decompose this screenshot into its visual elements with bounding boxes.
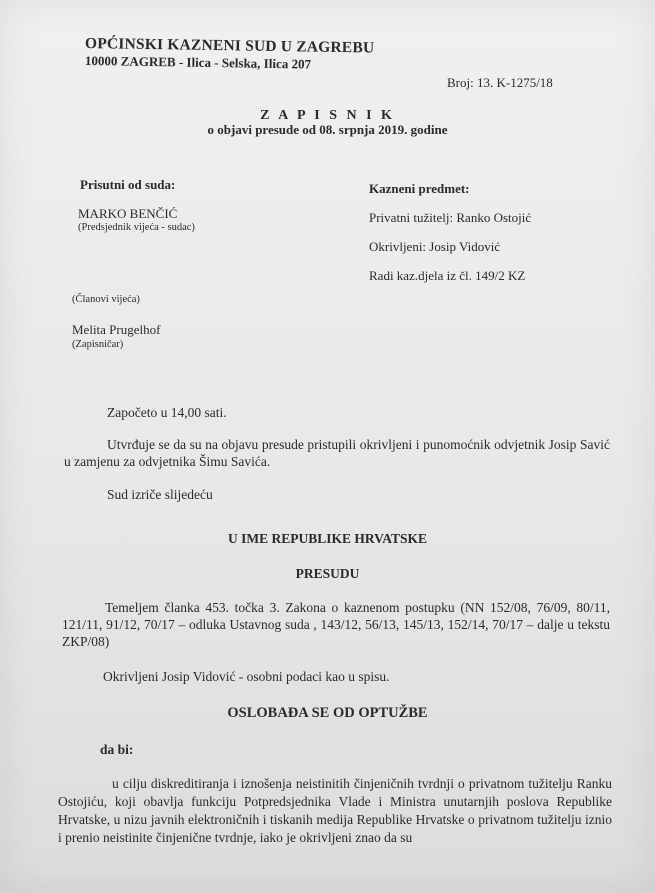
started-time: Započeto u 14,00 sati.	[107, 405, 227, 420]
private-prosecutor: Privatni tužitelj: Ranko Ostojić	[369, 210, 532, 225]
pronounces-text: Sud izriče slijedeću	[107, 487, 213, 502]
case-number: Broj: 13. K-1275/18	[447, 75, 553, 90]
clerk-role: (Zapisničar)	[72, 339, 124, 350]
clerk-name: Melita Prugelhof	[72, 322, 161, 337]
legal-basis-paragraph: Temeljem članka 453. točka 3. Zakona o kaznenom postupku (NN 152/08, 76/09, 80/11, 121/11, 91/12, 70/17 – odluka Ustavnog suda , 143/12, 56/13, 145/13, 152/14, 70/17 – dalje u tekstu ZKP/08)	[62, 600, 610, 649]
offense: Radi kaz.djela iz čl. 149/2 KZ	[369, 268, 526, 283]
document-title: Z A P I S N I K	[260, 108, 395, 123]
present-heading: Prisutni od suda:	[80, 177, 176, 192]
document-subtitle: o objavi presude od 08. srpnja 2019. godine	[207, 122, 448, 137]
members-role: (Članovi vijeća)	[72, 294, 140, 305]
court-address: 10000 ZAGREB - Ilica - Selska, Ilica 207	[84, 53, 312, 72]
judge-name: MARKO BENČIĆ	[78, 206, 178, 221]
judge-role: (Predsjednik vijeća - sudac)	[78, 222, 195, 233]
in-name-heading: U IME REPUBLIKE HRVATSKE	[228, 531, 427, 546]
defendant: Okrivljeni: Josip Vidović	[369, 239, 501, 254]
court-name: OPĆINSKI KAZNENI SUD U ZAGREBU	[84, 35, 375, 57]
defendant-data: Okrivljeni Josip Vidović - osobni podaci kao u spisu.	[103, 669, 390, 684]
attendance-paragraph: Utvrđuje se da su na objavu presude pristupili okrivljeni i punomoćnik odvjetnik Josip Savić u zamjenu za odvjetnika Šimu Savića.	[64, 437, 610, 469]
acquitted-heading: OSLOBAĐA SE OD OPTUŽBE	[227, 705, 428, 721]
verdict-heading: PRESUDU	[295, 566, 360, 581]
charge-paragraph: u cilju diskreditiranja i iznošenja neistinitih činjeničnih tvrdnji o privatnom tužitelju Ranku Ostojiću, koji obavlja funkciju Potpredsjednika Vlade i Ministra unutarnjih poslova Republike Hrvatske, u nizu javnih elektroničnih i tiskanih medija Republike Hrvatske o privatnom tužitelju iznio i prenio neistinite činjenične tvrdnje, iako je okrivljeni znao da su	[58, 776, 612, 845]
da-bi-heading: da bi:	[100, 742, 134, 757]
case-heading: Kazneni predmet:	[369, 181, 470, 196]
